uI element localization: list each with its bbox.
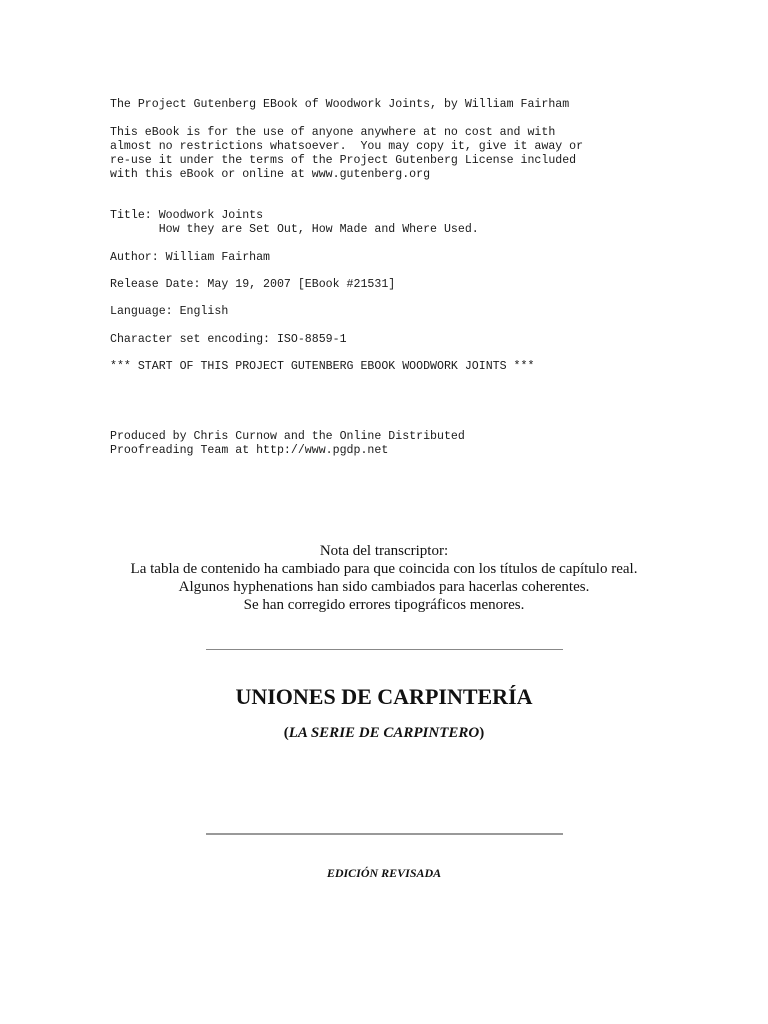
author-field: Author: William Fairham xyxy=(110,251,271,264)
series-paren-open: ( xyxy=(283,725,289,741)
produced-by-line: Proofreading Team at http://www.pgdp.net xyxy=(110,444,389,457)
transcriber-note-line: Algunos hyphenations han sido cambiados para hacerlas coherentes. xyxy=(178,579,590,595)
title-field: Title: Woodwork Joints xyxy=(110,209,264,222)
license-line: re-use it under the terms of the Project Gutenberg License included xyxy=(110,154,577,167)
language-field: Language: English xyxy=(110,305,229,318)
series-paren-close: ) xyxy=(479,725,485,741)
start-marker: *** START OF THIS PROJECT GUTENBERG EBOOK WOODWORK JOINTS *** xyxy=(110,360,535,373)
divider xyxy=(206,649,563,650)
license-line: This eBook is for the use of anyone anywhere at no cost and with xyxy=(110,126,556,139)
license-line: almost no restrictions whatsoever. You may copy it, give it away or xyxy=(110,140,584,153)
license-line: with this eBook or online at www.gutenberg.org xyxy=(110,168,431,181)
produced-by-line: Produced by Chris Curnow and the Online Distributed xyxy=(110,430,465,443)
series-line xyxy=(0,724,768,742)
transcriber-note-heading: Nota del transcriptor: xyxy=(319,543,449,559)
series-name: LA SERIE DE CARPINTERO xyxy=(288,725,480,741)
divider xyxy=(206,833,563,835)
encoding-field: Character set encoding: ISO-8859-1 xyxy=(110,333,347,346)
edition-label: EDICIÓN REVISADA xyxy=(326,866,442,880)
book-main-title: UNIONES DE CARPINTERÍA xyxy=(235,684,533,709)
release-date-field: Release Date: May 19, 2007 [EBook #21531] xyxy=(110,278,396,291)
subtitle-field: How they are Set Out, How Made and Where Used. xyxy=(110,223,479,236)
ebook-title-line: The Project Gutenberg EBook of Woodwork Joints, by William Fairham xyxy=(110,98,570,111)
transcriber-note-line: Se han corregido errores tipográficos menores. xyxy=(243,597,525,613)
transcriber-note-line: La tabla de contenido ha cambiado para que coincida con los títulos de capítulo real. xyxy=(130,561,638,577)
